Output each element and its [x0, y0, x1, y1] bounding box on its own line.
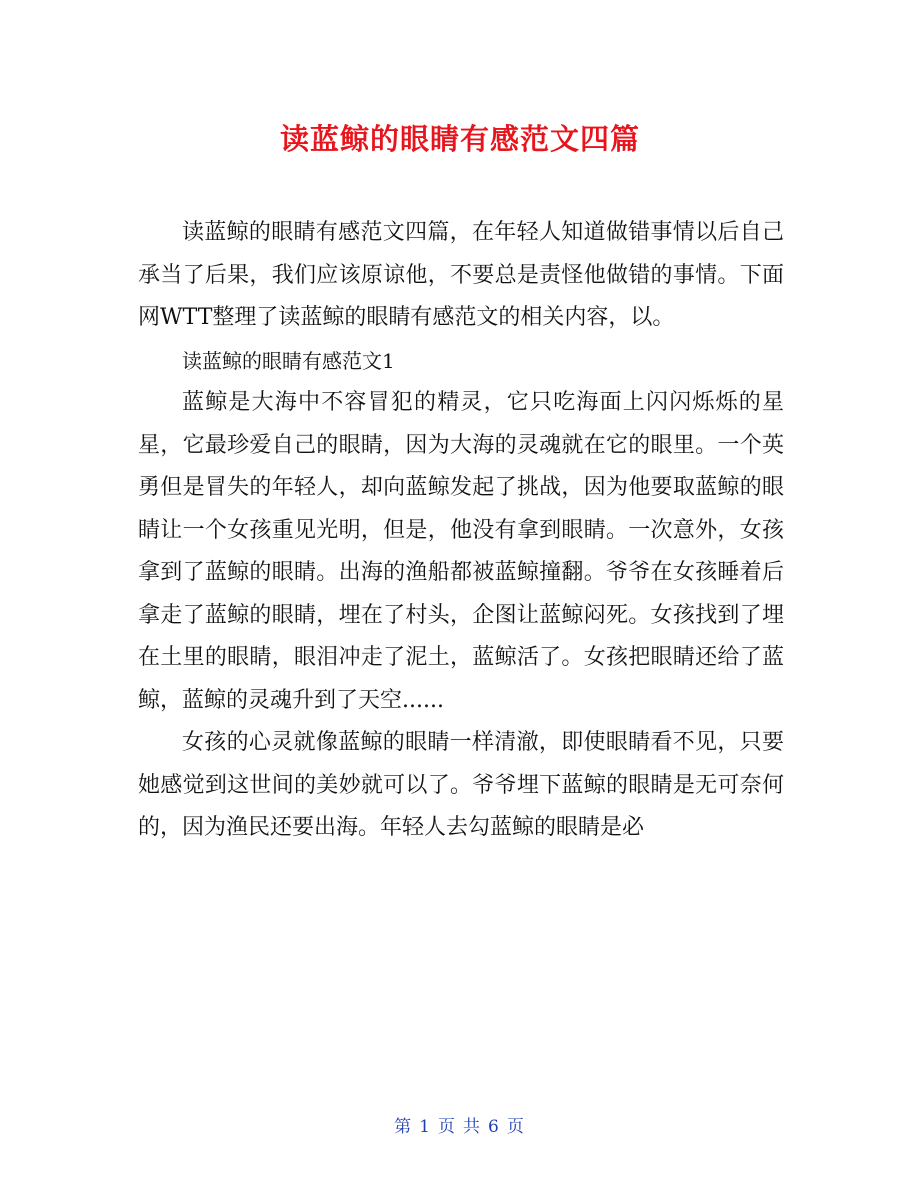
page-footer	[0, 1112, 920, 1137]
intro-paragraph: 读蓝鲸的眼睛有感范文四篇，在年轻人知道做错事情以后自己承当了后果，我们应该原谅他，不要总是责怪他做错的事情。下面网WTT整理了读蓝鲸的眼睛有感范文的相关内容，以。	[138, 220, 784, 330]
footer-prefix: 第	[394, 1117, 414, 1137]
footer-total-pages: 6	[488, 1117, 501, 1137]
footer-page-word: 页	[438, 1117, 457, 1137]
section-heading: 读蓝鲸的眼睛有感范文1	[182, 348, 395, 373]
document-body	[138, 212, 784, 850]
document-title: 读蓝鲸的眼睛有感范文四篇	[279, 122, 640, 156]
body-paragraph: 女孩的心灵就像蓝鲸的眼睛一样清澈，即使眼睛看不见，只要她感觉到这世间的美妙就可以了。爷爷埋下蓝鲸的眼睛是无可奈何的，因为渔民还要出海。年轻人去勾蓝鲸的眼睛是必	[138, 730, 784, 840]
footer-total-word: 共	[463, 1117, 482, 1137]
body-paragraph: 蓝鲸是大海中不容冒犯的精灵，它只吃海面上闪闪烁烁的星星，它最珍爱自己的眼睛，因为大海的灵魂就在它的眼里。一个英勇但是冒失的年轻人，却向蓝鲸发起了挑战，因为他要取蓝鲸的眼睛让一个女孩重见光明，但是，他没有拿到眼睛。一次意外，女孩拿到了蓝鲸的眼睛。出海的渔船都被蓝鲸撞翻。爷爷在女孩睡着后拿走了蓝鲸的眼睛，埋在了村头，企图让蓝鲸闷死。女孩找到了埋在土里的眼睛，眼泪冲走了泥土，蓝鲸活了。女孩把眼睛还给了蓝鲸，蓝鲸的灵魂升到了天空......	[138, 390, 784, 713]
footer-suffix: 页	[506, 1117, 526, 1137]
footer-current-page: 1	[419, 1117, 432, 1137]
